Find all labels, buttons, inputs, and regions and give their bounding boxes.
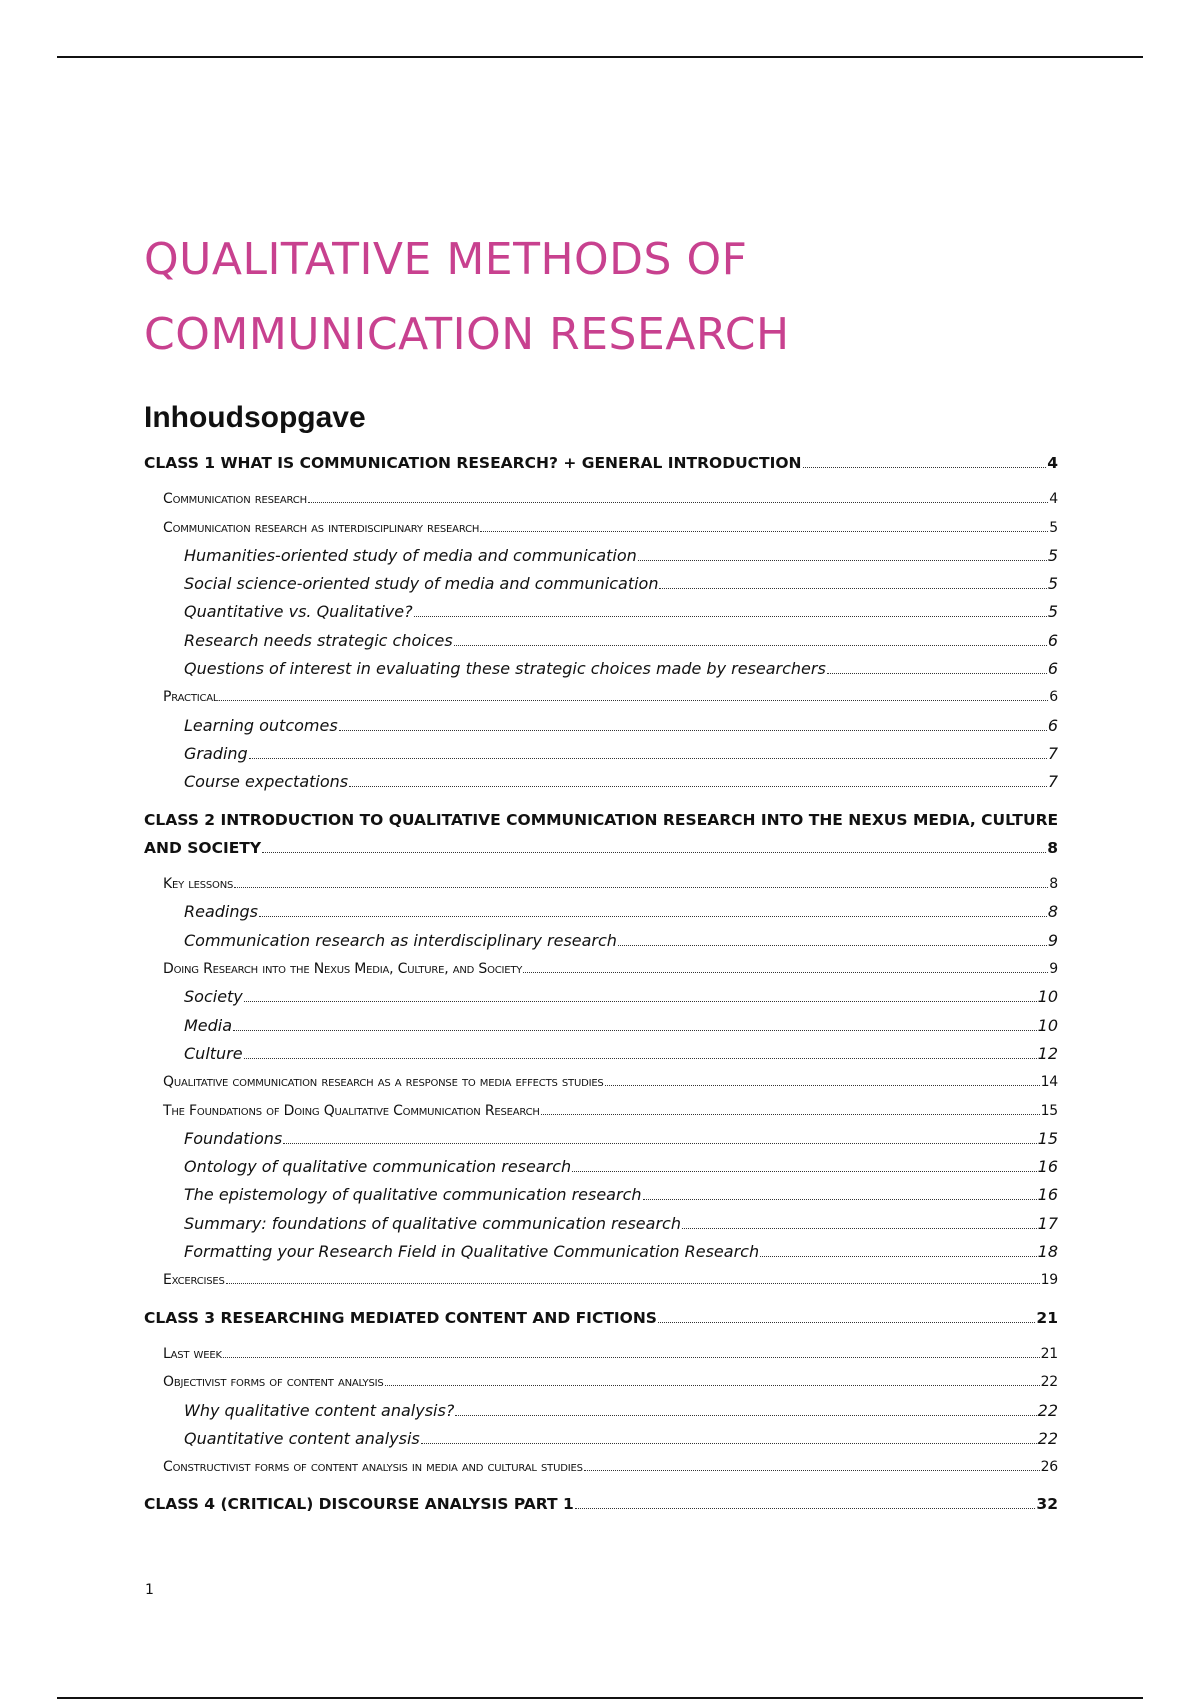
toc-leader-dots — [226, 1283, 1040, 1284]
toc-leader-dots — [572, 1171, 1036, 1172]
toc-entry-label: Media — [184, 1015, 233, 1035]
toc-entry-label: Communication research as interdisciplinary research — [184, 930, 617, 950]
toc-leader-dots — [249, 758, 1047, 759]
toc-entry-label: Practical — [163, 689, 219, 706]
toc-leader-dots — [223, 1357, 1040, 1358]
toc-entry-level-3[interactable] — [144, 1012, 1058, 1040]
toc-leader-dots — [682, 1228, 1037, 1229]
toc-entry-label: Course expectations — [184, 772, 349, 792]
toc-entry-label: Qualitative communication research as a response to media effects studies — [163, 1074, 604, 1091]
toc-leader-dots — [584, 1470, 1040, 1471]
toc-entry-level-3[interactable] — [144, 1153, 1058, 1181]
toc-entry-page: 16 — [1037, 1185, 1058, 1205]
toc-entry-level-1[interactable] — [144, 449, 1058, 477]
toc-entry-level-2[interactable] — [144, 683, 1058, 711]
toc-entry-level-3[interactable] — [144, 898, 1058, 926]
page-number: 1 — [145, 1582, 154, 1598]
toc-leader-dots — [575, 1508, 1036, 1509]
toc-entry-page: 32 — [1036, 1495, 1058, 1514]
toc-entry-level-2[interactable] — [144, 1340, 1058, 1368]
document-body — [144, 222, 1058, 1527]
toc-entry-page: 9 — [1049, 961, 1058, 978]
toc-entry-label: Quantitative content analysis — [184, 1428, 420, 1448]
toc-heading: Inhoudsopgave — [144, 401, 366, 434]
toc-entry-page: 22 — [1037, 1400, 1058, 1420]
toc-entry-label: Society — [184, 987, 243, 1007]
toc-entry-page: 5 — [1047, 602, 1058, 622]
toc-entry-page: 16 — [1037, 1157, 1058, 1177]
toc-entry-page: 9 — [1047, 930, 1058, 950]
toc-entry-label: Foundations — [184, 1128, 283, 1148]
toc-entry-label: Key lessons — [163, 876, 234, 893]
toc-entry-level-2[interactable] — [144, 955, 1058, 983]
toc-leader-dots — [480, 531, 1048, 532]
toc-entry-level-2[interactable] — [144, 485, 1058, 513]
toc-entry-label: Humanities-oriented study of media and communication — [184, 545, 637, 565]
toc-entry-page: 18 — [1037, 1242, 1058, 1262]
document-title — [144, 222, 1058, 372]
document-title-line-2: COMMUNICATION RESEARCH — [144, 309, 790, 360]
toc-entry-page: 8 — [1049, 876, 1058, 893]
toc-entry-level-3[interactable] — [144, 598, 1058, 626]
toc-entry-label: Objectivist forms of content analysis — [163, 1374, 384, 1391]
toc-leader-dots — [244, 1058, 1037, 1059]
toc-entry-page: 21 — [1036, 1308, 1058, 1327]
document-title-line-1: QUALITATIVE METHODS OF — [144, 234, 748, 285]
footer-rule — [57, 1697, 1143, 1699]
toc-entry-label: Quantitative vs. Qualitative? — [184, 602, 413, 622]
toc-leader-dots — [244, 1001, 1037, 1002]
toc-entry-level-2[interactable] — [144, 1453, 1058, 1481]
toc-leader-dots — [523, 972, 1048, 973]
toc-entry-label: Summary: foundations of qualitative communication research — [184, 1213, 681, 1233]
toc-entry-page: 4 — [1049, 491, 1058, 508]
toc-leader-dots — [760, 1256, 1037, 1257]
toc-entry-page: 17 — [1037, 1213, 1058, 1233]
toc-entry-label: AND SOCIETY — [144, 838, 262, 857]
toc-entry-level-2[interactable] — [144, 1266, 1058, 1294]
toc-entry-label: CLASS 3 RESEARCHING MEDIATED CONTENT AND FICTIONS — [144, 1308, 657, 1327]
toc-entry-level-2[interactable] — [144, 870, 1058, 898]
toc-entry-page: 7 — [1047, 772, 1058, 792]
toc-entry-label: Excercises — [163, 1272, 225, 1289]
toc-entry-label: CLASS 2 INTRODUCTION TO QUALITATIVE COMMUNICATION RESEARCH INTO THE NEXUS MEDIA, CULTURE — [144, 810, 1059, 829]
toc-entry-level-3[interactable] — [144, 927, 1058, 955]
toc-leader-dots — [385, 1385, 1040, 1386]
toc-entry-label: Communication research as interdisciplinary research — [163, 519, 480, 536]
toc-entry-page: 19 — [1040, 1272, 1058, 1289]
toc-entry-label: Social science-oriented study of media and communication — [184, 574, 659, 594]
toc-leader-dots — [421, 1443, 1037, 1444]
toc-entry-label: Doing Research into the Nexus Media, Culture, and Society — [163, 961, 523, 978]
toc-entry-label: Readings — [184, 902, 258, 922]
toc-entry-label: CLASS 1 WHAT IS COMMUNICATION RESEARCH? + GENERAL INTRODUCTION — [144, 454, 802, 472]
toc-entry-page: 22 — [1037, 1428, 1058, 1448]
toc-entry-label: CLASS 4 (CRITICAL) DISCOURSE ANALYSIS PART 1 — [144, 1495, 574, 1514]
toc-entry-page: 22 — [1040, 1374, 1058, 1391]
toc-entry-label: Culture — [184, 1043, 243, 1063]
toc-entry-label: Research needs strategic choices — [184, 630, 453, 650]
toc-leader-dots — [605, 1085, 1040, 1086]
toc-entry-level-3[interactable] — [144, 570, 1058, 598]
toc-entry-page: 6 — [1047, 630, 1058, 650]
toc-entry-label: Formatting your Research Field in Qualitative Communication Research — [184, 1242, 760, 1262]
toc-entry-level-3[interactable] — [144, 983, 1058, 1011]
toc-entry-label: Learning outcomes — [184, 715, 338, 735]
toc-entry-level-3[interactable] — [144, 1238, 1058, 1266]
toc-leader-dots — [827, 673, 1047, 674]
toc-leader-dots — [618, 945, 1047, 946]
toc-entry-page: 26 — [1040, 1459, 1058, 1476]
toc-leader-dots — [455, 1415, 1036, 1416]
toc-entry-page: 15 — [1037, 1128, 1058, 1148]
toc-entry-level-1[interactable] — [144, 806, 1058, 863]
toc-entry-level-3[interactable] — [144, 1425, 1058, 1453]
toc-entry-page: 12 — [1037, 1043, 1058, 1063]
toc-entry-page: 5 — [1047, 545, 1058, 565]
toc-leader-dots — [234, 887, 1048, 888]
toc-entry-page: 10 — [1037, 1015, 1058, 1035]
toc-entry-level-2[interactable] — [144, 1068, 1058, 1096]
toc-entry-level-3[interactable] — [144, 627, 1058, 655]
toc-entry-level-3[interactable] — [144, 740, 1058, 768]
toc-entry-level-3[interactable] — [144, 712, 1058, 740]
header-rule — [57, 56, 1143, 58]
toc-entry-level-3[interactable] — [144, 1181, 1058, 1209]
toc-entry-label: Constructivist forms of content analysis in media and cultural studies — [163, 1459, 583, 1476]
toc-entry-level-3[interactable] — [144, 1210, 1058, 1238]
toc-leader-dots — [262, 852, 1046, 853]
toc-entry-label: Ontology of qualitative communication research — [184, 1157, 572, 1177]
toc-entry-page: 15 — [1040, 1102, 1058, 1119]
toc-leader-dots — [454, 645, 1047, 646]
toc-entry-page: 6 — [1047, 715, 1058, 735]
toc-leader-dots — [658, 1322, 1035, 1323]
toc-entry-label: Questions of interest in evaluating these strategic choices made by researchers — [184, 659, 826, 679]
toc-entry-level-2[interactable] — [144, 1368, 1058, 1396]
toc-entry-level-2[interactable] — [144, 514, 1058, 542]
toc-leader-dots — [414, 616, 1047, 617]
toc-entry-label: The epistemology of qualitative communication research — [184, 1185, 642, 1205]
toc-entry-label: Grading — [184, 743, 248, 763]
toc-entry-page: 14 — [1040, 1074, 1058, 1091]
toc-entry-level-3[interactable] — [144, 542, 1058, 570]
toc-leader-dots — [349, 786, 1047, 787]
toc-entry-page: 5 — [1047, 574, 1058, 594]
toc-leader-dots — [259, 916, 1047, 917]
toc-entry-page: 8 — [1047, 838, 1058, 857]
toc-entry-label: Last week — [163, 1345, 222, 1362]
toc-entry-label: The Foundations of Doing Qualitative Communication Research — [163, 1102, 540, 1119]
toc-entry-label: Communication research — [163, 491, 307, 508]
toc-entry-page: 21 — [1040, 1345, 1058, 1362]
toc-entry-page: 10 — [1037, 987, 1058, 1007]
toc-entry-label: Why qualitative content analysis? — [184, 1400, 455, 1420]
toc-leader-dots — [638, 560, 1047, 561]
toc-entry-level-2[interactable] — [144, 1097, 1058, 1125]
toc-entry-level-3[interactable] — [144, 655, 1058, 683]
toc-entry-page: 6 — [1049, 689, 1058, 706]
toc-entry-level-3[interactable] — [144, 1397, 1058, 1425]
toc-entry-page: 8 — [1047, 902, 1058, 922]
toc-leader-dots — [308, 502, 1048, 503]
toc-entry-level-1[interactable] — [144, 1490, 1058, 1518]
toc-entry-page: 7 — [1047, 743, 1058, 763]
toc-leader-dots — [541, 1114, 1040, 1115]
toc-entry-level-3[interactable] — [144, 768, 1058, 796]
toc-leader-dots — [659, 588, 1046, 589]
table-of-contents — [144, 449, 1058, 1519]
toc-entry-level-3[interactable] — [144, 1040, 1058, 1068]
toc-leader-dots — [339, 730, 1047, 731]
toc-leader-dots — [803, 467, 1047, 468]
toc-leader-dots — [643, 1199, 1037, 1200]
toc-entry-level-1[interactable] — [144, 1304, 1058, 1332]
toc-entry-level-3[interactable] — [144, 1125, 1058, 1153]
toc-leader-dots — [233, 1030, 1037, 1031]
toc-entry-page: 4 — [1047, 454, 1058, 472]
toc-entry-page: 5 — [1049, 519, 1058, 536]
toc-leader-dots — [219, 700, 1048, 701]
toc-entry-page: 6 — [1047, 659, 1058, 679]
toc-leader-dots — [283, 1143, 1036, 1144]
